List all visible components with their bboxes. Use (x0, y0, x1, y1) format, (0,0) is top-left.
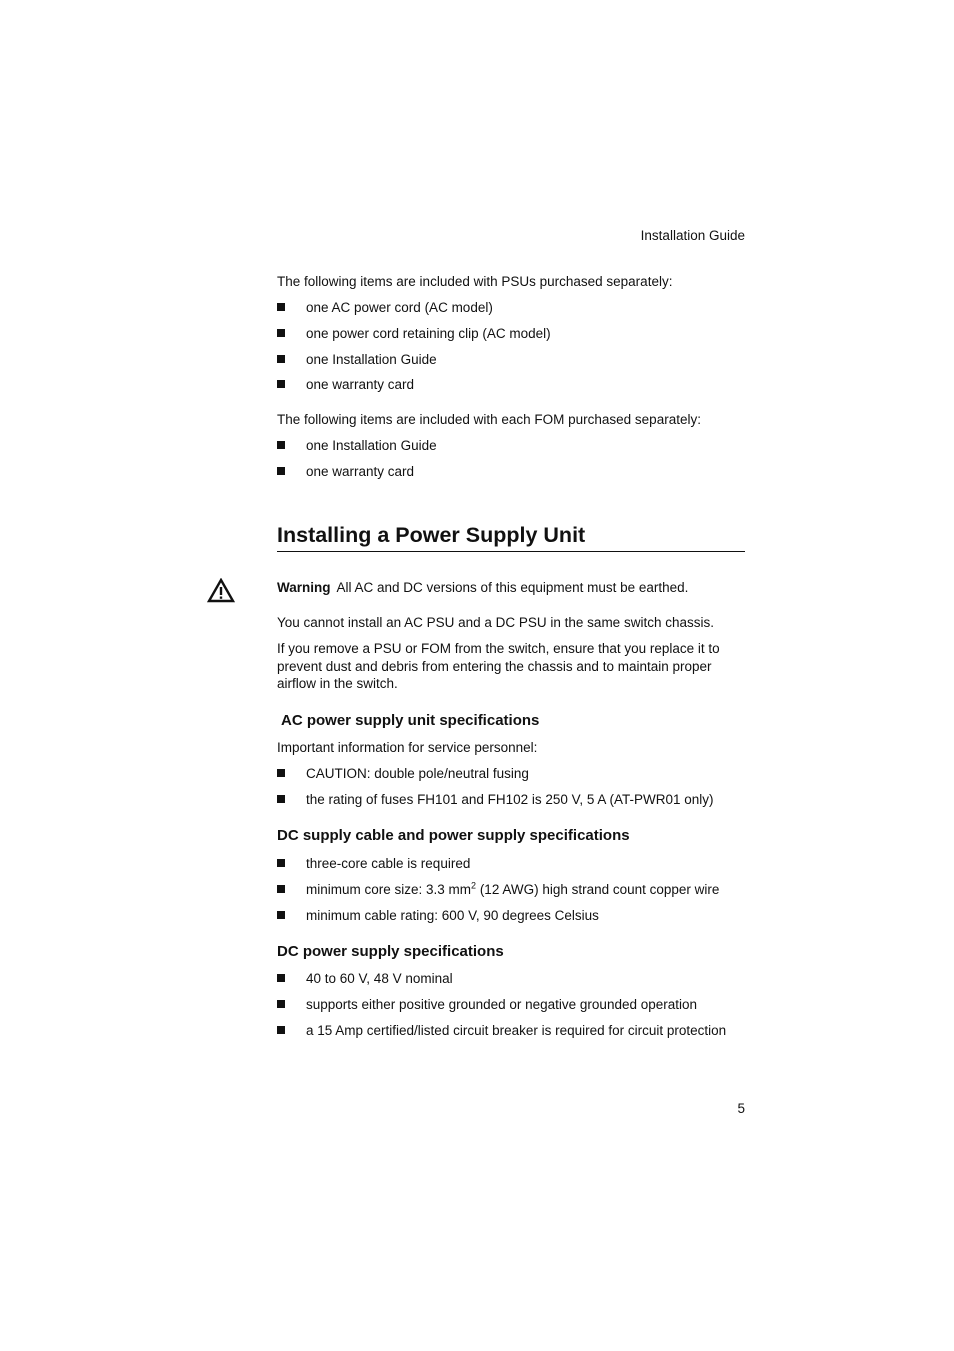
bullet-square-icon (277, 859, 285, 867)
list-item: minimum cable rating: 600 V, 90 degrees Celsius (277, 907, 747, 933)
list-item: one Installation Guide (277, 437, 747, 463)
bullet-square-icon (277, 303, 285, 311)
list-item: one power cord retaining clip (AC model) (277, 325, 747, 351)
bullet-square-icon (277, 795, 285, 803)
bullet-square-icon (277, 380, 285, 388)
warning-text: All AC and DC versions of this equipment must be earthed. (336, 580, 689, 595)
section-heading: Installing a Power Supply Unit (277, 521, 745, 552)
warning-note (277, 579, 688, 596)
bullet-square-icon (277, 885, 285, 893)
running-header: Installation Guide (640, 228, 745, 243)
ac-spec-heading: AC power supply unit specifications (281, 712, 540, 729)
psu-items-list (277, 299, 747, 402)
list-item: CAUTION: double pole/neutral fusing (277, 765, 747, 791)
bullet-square-icon (277, 329, 285, 337)
list-item: supports either positive grounded or negative grounded operation (277, 996, 747, 1022)
bullet-square-icon (277, 974, 285, 982)
chassis-paragraph: You cannot install an AC PSU and a DC PSU in the same switch chassis. (277, 615, 714, 630)
warning-label: Warning (277, 580, 331, 595)
psu-intro: The following items are included with PSUs purchased separately: (277, 274, 673, 289)
bullet-square-icon (277, 441, 285, 449)
remove-paragraph: If you remove a PSU or FOM from the switch, ensure that you replace it to prevent dust and debris from entering the chassis and to maintain proper airflow in the switch. (277, 641, 720, 691)
dc-power-heading: DC power supply specifications (277, 943, 504, 960)
list-item: one Installation Guide (277, 351, 747, 377)
list-item: one warranty card (277, 376, 747, 402)
dc-power-list (277, 970, 747, 1047)
list-item: one AC power cord (AC model) (277, 299, 747, 325)
ac-spec-intro: Important information for service personnel: (277, 740, 538, 755)
bullet-square-icon (277, 911, 285, 919)
bullet-square-icon (277, 467, 285, 475)
list-item: one warranty card (277, 463, 747, 489)
list-item: minimum core size: 3.3 $mm^2$ (12 AWG) high strand count copper wire (277, 881, 747, 907)
bullet-square-icon (277, 355, 285, 363)
bullet-square-icon (277, 1000, 285, 1008)
page-number: 5 (737, 1101, 745, 1116)
warning-triangle-icon (207, 578, 235, 603)
fom-intro: The following items are included with each FOM purchased separately: (277, 412, 701, 427)
dc-cable-list (277, 855, 747, 932)
fom-items-list (277, 437, 747, 489)
bullet-square-icon (277, 1026, 285, 1034)
dc-cable-heading: DC supply cable and power supply specifications (277, 827, 630, 844)
list-item: a 15 Amp certified/listed circuit breaker is required for circuit protection (277, 1022, 747, 1048)
list-item: 40 to 60 V, 48 V nominal (277, 970, 747, 996)
list-item: the rating of fuses FH101 and FH102 is 250 V, 5 A (AT-PWR01 only) (277, 791, 747, 817)
ac-spec-list (277, 765, 747, 817)
bullet-square-icon (277, 769, 285, 777)
list-item: three-core cable is required (277, 855, 747, 881)
